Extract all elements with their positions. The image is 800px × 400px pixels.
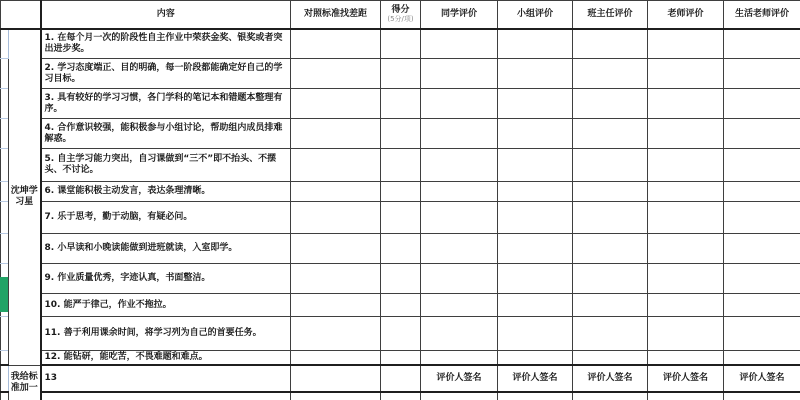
score-cell[interactable] xyxy=(381,202,421,234)
teacher-eval-cell[interactable] xyxy=(648,351,724,366)
criterion-8: 8. 小早读和小晚读能做到进班就读，入室即学。 xyxy=(41,234,291,264)
compare-cell[interactable] xyxy=(291,149,381,182)
head-teacher-eval-cell[interactable] xyxy=(573,264,648,294)
life-teacher-eval-cell[interactable] xyxy=(724,149,800,182)
teacher-eval-cell[interactable] xyxy=(648,202,724,234)
score-cell[interactable] xyxy=(381,351,421,366)
score-cell[interactable] xyxy=(381,59,421,89)
gutter-cell xyxy=(1,351,9,366)
criterion-13: 13 xyxy=(41,365,291,392)
peer-eval-cell[interactable] xyxy=(421,234,498,264)
table-row xyxy=(1,351,800,366)
peer-eval-cell[interactable] xyxy=(421,182,498,202)
life-teacher-eval-cell[interactable] xyxy=(724,264,800,294)
head-teacher-eval-cell[interactable] xyxy=(573,29,648,59)
criterion-4: 4. 合作意识较强，能积极参与小组讨论，帮助组内成员排难解惑。 xyxy=(41,119,291,149)
group-eval-cell[interactable] xyxy=(498,89,573,119)
head-teacher-eval-cell[interactable] xyxy=(573,202,648,234)
table-row xyxy=(1,182,800,202)
score-cell[interactable] xyxy=(381,294,421,317)
group-eval-cell[interactable] xyxy=(498,182,573,202)
peer-signature-cell[interactable]: 评价人签名 xyxy=(421,365,498,392)
group-eval-cell[interactable] xyxy=(498,392,573,400)
header-head-teacher-eval: 班主任评价 xyxy=(573,1,648,29)
teacher-eval-cell[interactable] xyxy=(648,182,724,202)
table-row xyxy=(1,89,800,119)
head-teacher-eval-cell[interactable] xyxy=(573,234,648,264)
header-group-eval: 小组评价 xyxy=(498,1,573,29)
corner-cell xyxy=(1,1,41,29)
teacher-signature-cell[interactable]: 评价人签名 xyxy=(648,365,724,392)
life-teacher-eval-cell[interactable] xyxy=(724,317,800,351)
criterion-12: 12. 能钻研，能吃苦，不畏难题和难点。 xyxy=(41,351,291,366)
peer-eval-cell[interactable] xyxy=(421,29,498,59)
table-row xyxy=(1,149,800,182)
highlighted-gutter-cell[interactable] xyxy=(0,277,8,312)
teacher-eval-cell[interactable] xyxy=(648,294,724,317)
gutter-cell xyxy=(1,29,9,59)
criterion-5: 5. 自主学习能力突出，自习课做到“三不”即不抬头、不摆头、不讨论。 xyxy=(41,149,291,182)
gutter-cell xyxy=(1,59,9,89)
compare-cell[interactable] xyxy=(291,29,381,59)
life-teacher-eval-cell[interactable] xyxy=(724,234,800,264)
criterion-6: 6. 课堂能积极主动发言，表达条理清晰。 xyxy=(41,182,291,202)
table-row xyxy=(1,29,800,59)
compare-cell[interactable] xyxy=(291,264,381,294)
teacher-eval-cell[interactable] xyxy=(648,234,724,264)
life-teacher-signature-cell[interactable]: 评价人签名 xyxy=(724,365,800,392)
criterion-2: 2. 学习态度端正、目的明确，每一阶段都能确定好自己的学习目标。 xyxy=(41,59,291,89)
life-teacher-eval-cell[interactable] xyxy=(724,29,800,59)
score-cell[interactable] xyxy=(381,264,421,294)
criterion-9: 9. 作业质量优秀，字迹认真，书面整洁。 xyxy=(41,264,291,294)
life-teacher-eval-cell[interactable] xyxy=(724,182,800,202)
signature-row xyxy=(1,365,800,392)
life-teacher-eval-cell[interactable] xyxy=(724,351,800,366)
table-row xyxy=(1,119,800,149)
side-label-bottom: 我给标准加一 xyxy=(9,365,41,400)
teacher-eval-cell[interactable] xyxy=(648,59,724,89)
gutter-cell xyxy=(1,317,9,351)
peer-eval-cell[interactable] xyxy=(421,59,498,89)
gutter-cell xyxy=(1,392,9,400)
peer-eval-cell[interactable] xyxy=(421,351,498,366)
table-row xyxy=(1,59,800,89)
compare-cell[interactable] xyxy=(291,234,381,264)
group-eval-cell[interactable] xyxy=(498,234,573,264)
group-eval-cell[interactable] xyxy=(498,264,573,294)
peer-eval-cell[interactable] xyxy=(421,392,498,400)
gutter-cell xyxy=(1,119,9,149)
group-eval-cell[interactable] xyxy=(498,149,573,182)
criterion-10: 10. 能严于律己，作业不拖拉。 xyxy=(41,294,291,317)
peer-eval-cell[interactable] xyxy=(421,294,498,317)
teacher-eval-cell[interactable] xyxy=(648,89,724,119)
group-eval-cell[interactable] xyxy=(498,202,573,234)
group-eval-cell[interactable] xyxy=(498,119,573,149)
compare-cell[interactable] xyxy=(291,59,381,89)
head-teacher-eval-cell[interactable] xyxy=(573,294,648,317)
compare-cell[interactable] xyxy=(291,182,381,202)
side-label-top: 沈坤学习星 xyxy=(9,29,41,366)
group-eval-cell[interactable] xyxy=(498,29,573,59)
criterion-7: 7. 乐于思考，勤于动脑，有疑必问。 xyxy=(41,202,291,234)
group-eval-cell[interactable] xyxy=(498,317,573,351)
gutter-cell xyxy=(1,149,9,182)
teacher-eval-cell[interactable] xyxy=(648,149,724,182)
score-cell[interactable] xyxy=(381,234,421,264)
table-row xyxy=(1,392,800,400)
life-teacher-eval-cell[interactable] xyxy=(724,392,800,400)
life-teacher-eval-cell[interactable] xyxy=(724,59,800,89)
head-teacher-eval-cell[interactable] xyxy=(573,149,648,182)
score-cell[interactable] xyxy=(381,119,421,149)
peer-eval-cell[interactable] xyxy=(421,149,498,182)
criterion-11: 11. 善于利用课余时间，将学习列为自己的首要任务。 xyxy=(41,317,291,351)
teacher-eval-cell[interactable] xyxy=(648,317,724,351)
score-cell[interactable] xyxy=(381,89,421,119)
table-row xyxy=(1,317,800,351)
head-teacher-signature-cell[interactable]: 评价人签名 xyxy=(573,365,648,392)
teacher-eval-cell[interactable] xyxy=(648,119,724,149)
header-score-subtext: (5分/项) xyxy=(387,15,414,24)
table-row xyxy=(1,234,800,264)
peer-eval-cell[interactable] xyxy=(421,119,498,149)
head-teacher-eval-cell[interactable] xyxy=(573,317,648,351)
table-row xyxy=(1,294,800,317)
criterion-1: 1. 在每个月一次的阶段性自主作业中荣获金奖、银奖或者突出进步奖。 xyxy=(41,29,291,59)
header-teacher-eval: 老师评价 xyxy=(648,1,724,29)
header-compare: 对照标准找差距 xyxy=(291,1,381,29)
compare-cell[interactable] xyxy=(291,119,381,149)
gutter-cell xyxy=(1,202,9,234)
compare-cell[interactable] xyxy=(291,202,381,234)
gutter-cell xyxy=(1,234,9,264)
teacher-eval-cell[interactable] xyxy=(648,392,724,400)
header-content: 内容 xyxy=(41,1,291,29)
group-eval-cell[interactable] xyxy=(498,294,573,317)
header-peer-eval: 同学评价 xyxy=(421,1,498,29)
header-score-label: 得分 xyxy=(391,5,410,16)
group-signature-cell[interactable]: 评价人签名 xyxy=(498,365,573,392)
head-teacher-eval-cell[interactable] xyxy=(573,182,648,202)
life-teacher-eval-cell[interactable] xyxy=(724,294,800,317)
criterion-extra xyxy=(41,392,291,400)
gutter-cell xyxy=(1,89,9,119)
peer-eval-cell[interactable] xyxy=(421,202,498,234)
header-score xyxy=(381,1,421,29)
score-cell[interactable] xyxy=(381,29,421,59)
peer-eval-cell[interactable] xyxy=(421,317,498,351)
teacher-eval-cell[interactable] xyxy=(648,29,724,59)
head-teacher-eval-cell[interactable] xyxy=(573,392,648,400)
group-eval-cell[interactable] xyxy=(498,351,573,366)
score-cell[interactable] xyxy=(381,317,421,351)
compare-cell[interactable] xyxy=(291,317,381,351)
head-teacher-eval-cell[interactable] xyxy=(573,119,648,149)
compare-cell[interactable] xyxy=(291,351,381,366)
life-teacher-eval-cell[interactable] xyxy=(724,202,800,234)
gutter-cell xyxy=(1,365,9,392)
peer-eval-cell[interactable] xyxy=(421,264,498,294)
score-cell[interactable] xyxy=(381,182,421,202)
header-life-teacher-eval: 生活老师评价 xyxy=(724,1,800,29)
group-eval-cell[interactable] xyxy=(498,59,573,89)
header-row xyxy=(1,1,800,29)
compare-cell[interactable] xyxy=(291,365,381,392)
table-row xyxy=(1,264,800,294)
teacher-eval-cell[interactable] xyxy=(648,264,724,294)
head-teacher-eval-cell[interactable] xyxy=(573,89,648,119)
compare-cell[interactable] xyxy=(291,392,381,400)
table-row xyxy=(1,202,800,234)
score-cell[interactable] xyxy=(381,392,421,400)
life-teacher-eval-cell[interactable] xyxy=(724,89,800,119)
gutter-cell xyxy=(1,182,9,202)
score-cell[interactable] xyxy=(381,149,421,182)
compare-cell[interactable] xyxy=(291,89,381,119)
score-cell[interactable] xyxy=(381,365,421,392)
head-teacher-eval-cell[interactable] xyxy=(573,59,648,89)
life-teacher-eval-cell[interactable] xyxy=(724,119,800,149)
compare-cell[interactable] xyxy=(291,294,381,317)
head-teacher-eval-cell[interactable] xyxy=(573,351,648,366)
peer-eval-cell[interactable] xyxy=(421,89,498,119)
criterion-3: 3. 具有较好的学习习惯，各门学科的笔记本和错题本整理有序。 xyxy=(41,89,291,119)
